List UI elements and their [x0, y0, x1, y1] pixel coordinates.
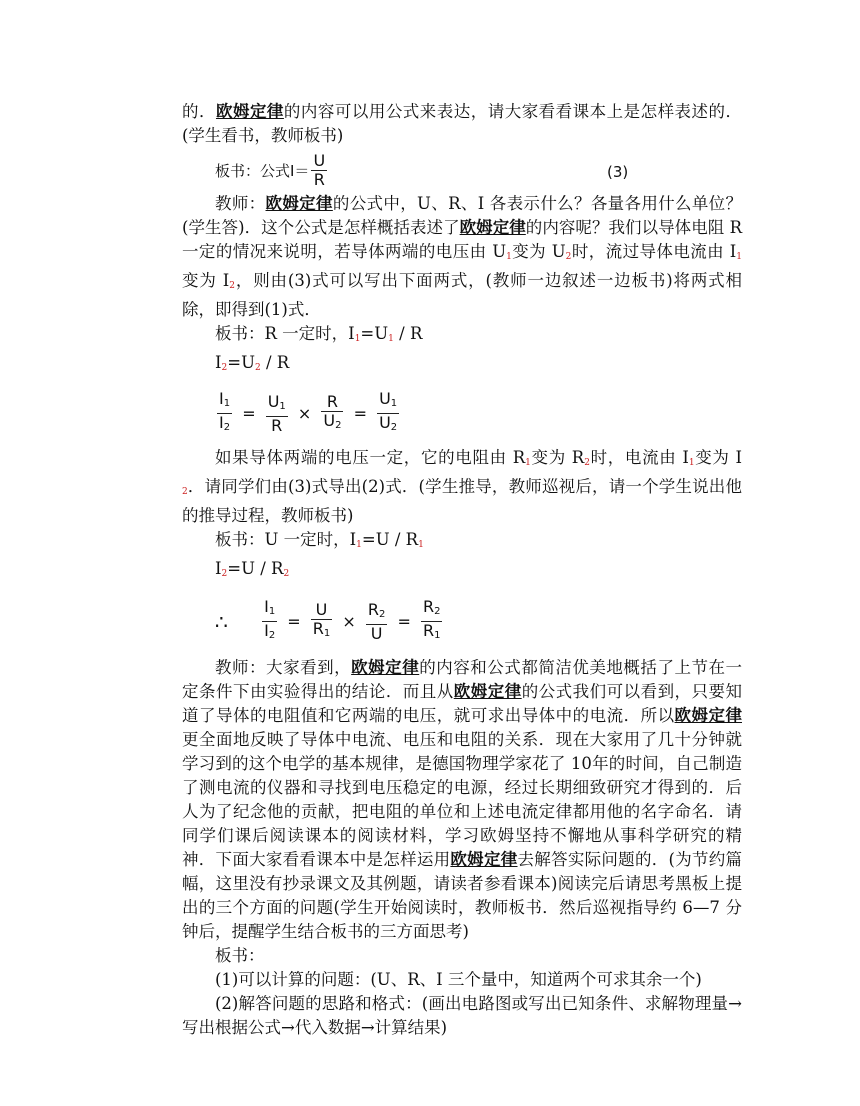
subscript: 1	[418, 540, 424, 550]
fraction-u1-r	[266, 393, 288, 435]
numerator: U	[313, 151, 326, 170]
text: I	[215, 559, 222, 578]
text: 变为 I	[182, 271, 230, 290]
text: 更全面地反映了导体中电流、电压和电阻的关系．现在大家用了几十分钟就学习到的这个电学的基本规律，是德国物理学家花了 10年的时间，自己制造了测电流的仪器和寻找到电压稳定的电源，经过长期细致研究才得到的．后人为了纪念他的贡献，把电阻的单位和上述电流定律都用他的名字命名．请同学们课后阅读课本的阅读材料，学习欧姆坚持不懈地从事科学研究的精神．下面大家看看课本中是怎样运用	[182, 730, 742, 869]
line-i2-equals	[182, 351, 742, 380]
term-ohms-law: 欧姆定律	[450, 850, 518, 869]
subscript: 1	[388, 334, 394, 344]
subscript: 2	[390, 422, 398, 433]
line-i2-equals-u	[182, 557, 742, 586]
paragraph-teacher-question	[182, 192, 742, 322]
subscript: 1	[354, 334, 361, 344]
times-sign: ×	[297, 404, 312, 423]
term-ohms-law: 欧姆定律	[453, 682, 522, 701]
subscript: 1	[223, 398, 231, 409]
denominator: U	[370, 623, 383, 643]
subscript: 1	[506, 252, 512, 262]
text: 教师：	[215, 194, 266, 213]
subscript: 2	[182, 487, 188, 497]
text: 的内容呢？我们以导体电阻 R 一定的情况来说明，若导体两端的电压由 U	[182, 218, 743, 261]
denominator: R	[313, 170, 325, 189]
subscript: 1	[525, 458, 531, 468]
fraction-u1-u2	[377, 390, 399, 437]
board-u-constant	[182, 528, 742, 557]
text: 板书：R 一定时，I	[215, 324, 355, 343]
fraction-i1-i2	[262, 598, 277, 645]
paragraph-intro	[182, 100, 742, 148]
denominator: I	[219, 413, 224, 432]
equation-ratio-voltage	[215, 390, 742, 434]
text: 板书：U 一定时，I	[215, 530, 357, 549]
subscript: 1	[434, 630, 441, 641]
text: 变为 I	[694, 448, 743, 467]
therefore-symbol: ∴	[215, 609, 228, 634]
text: 如果导体两端的电压一定，它的电阻由 R	[215, 448, 526, 467]
paragraph-teacher-summary	[182, 656, 742, 944]
subscript: 2	[565, 252, 572, 262]
fraction-u-over-r	[311, 152, 327, 189]
fraction-r2-u	[366, 601, 388, 643]
subscript: 2	[223, 422, 231, 433]
numerator: U	[315, 599, 328, 619]
text: ，则由(3)式可以写出下面两式，(教师一边叙述一边板书)将两式相除，即得到(1)式．	[182, 271, 743, 319]
term-ohms-law: 欧姆定律	[351, 658, 420, 677]
text: 的内容和公式都简洁优美地概括了上节在一定条件下由实验得出的结论．而且从	[182, 658, 743, 701]
denominator: R	[271, 415, 283, 435]
subscript: 2	[335, 419, 342, 431]
subscript: 1	[323, 627, 331, 639]
term-ohms-law: 欧姆定律	[215, 102, 284, 121]
subscript: 2	[268, 630, 276, 641]
numerator: U	[379, 389, 391, 408]
equation-number: (3)	[607, 163, 629, 181]
subscript: 1	[736, 252, 743, 262]
numerator: R	[422, 597, 435, 616]
fraction-i1-i2	[217, 390, 232, 437]
document-page	[182, 100, 742, 1040]
text: 的公式中，U、R、I 各表示什么？各量各用什么单位？(学生答)．这个公式是怎样概括表述了	[182, 194, 743, 237]
board-label-line: 板书：	[215, 946, 265, 965]
equals-sign: =	[287, 612, 301, 631]
equals-sign: =	[242, 404, 256, 423]
text: 时，电流由 I	[589, 448, 689, 467]
subscript: 2	[229, 281, 236, 291]
text: 去解答实际问题的．(为节约篇幅，这里没有抄录课文及其例题，请读者参看课本)阅读完后请思考黑板上提出的三个方面的问题(学生开始阅读时，教师板书．然后巡视指导约 6—7 分钟后，提醒学生结合板书的三方面思考)	[182, 850, 743, 941]
fraction-r-u2	[321, 393, 343, 435]
text: 时，流过导体电流由 I	[571, 242, 737, 261]
text: I	[215, 353, 222, 372]
numerator: R	[326, 391, 338, 411]
text: 的内容可以用公式来表达，请大家看看课本上是怎样表述的．(学生看书，教师板书)	[182, 102, 742, 145]
denominator: I	[264, 621, 269, 640]
fraction-u-r1	[311, 601, 333, 643]
text: =U	[360, 324, 389, 343]
fraction-r2-r1	[421, 598, 443, 645]
denominator: R	[312, 618, 324, 638]
equals-sign: =	[397, 612, 411, 631]
board-formula-3	[215, 152, 742, 190]
numerator: R	[367, 599, 379, 619]
subscript: 2	[221, 569, 228, 579]
equals-sign: =	[353, 404, 367, 423]
subscript: 2	[434, 606, 441, 617]
subscript: 2	[283, 569, 290, 579]
text: =U / R	[227, 559, 284, 578]
text: ．请同学们由(3)式导出(2)式．(学生推导，教师巡视后，请一个学生说出他的推导过程，教师板书)	[182, 477, 742, 525]
term-ohms-law: 欧姆定律	[459, 218, 526, 237]
subscript: 2	[221, 363, 228, 373]
board-label: 板书：公式I＝	[215, 162, 310, 180]
subscript: 1	[390, 398, 398, 409]
numerator: I	[264, 597, 269, 616]
text: =U / R	[361, 530, 419, 549]
text: 变为 R	[530, 448, 585, 467]
text: 变为 U	[511, 242, 566, 261]
subscript: 1	[268, 606, 276, 617]
subscript: 2	[255, 363, 261, 373]
numerator: I	[219, 389, 224, 408]
subscript: 1	[688, 458, 695, 468]
denominator: U	[323, 410, 336, 430]
times-sign: ×	[342, 612, 356, 631]
board-item-2: (2)解答问题的思路和格式：(画出电路图或写出已知条件、求解物理量→写出根据公式→代入数据→计算结果)	[182, 994, 742, 1037]
text: 教师：大家看到，	[215, 658, 352, 677]
text: / R	[260, 353, 290, 372]
subscript: 2	[584, 458, 590, 468]
subscript: 1	[356, 540, 362, 550]
denominator: R	[422, 621, 435, 640]
board-item-1: (1)可以计算的问题：(U、R、I 三个量中，知道两个可求其余一个)	[215, 970, 702, 989]
numerator: U	[267, 391, 280, 411]
board-r-constant	[182, 322, 742, 351]
text: 的公式我们可以看到，只要知道了导体的电阻值和它两端的电压，就可求出导体中的电流．所以	[182, 682, 742, 725]
text: =U	[227, 353, 255, 372]
term-ohms-law: 欧姆定律	[265, 194, 333, 213]
denominator: U	[379, 413, 391, 432]
paragraph-resistance-change	[182, 446, 742, 528]
subscript: 2	[379, 608, 386, 620]
equation-ratio-resistance	[215, 598, 742, 642]
text: / R	[393, 324, 423, 343]
subscript: 1	[279, 400, 286, 412]
term-ohms-law: 欧姆定律	[674, 706, 742, 725]
text: 的．	[182, 102, 216, 121]
